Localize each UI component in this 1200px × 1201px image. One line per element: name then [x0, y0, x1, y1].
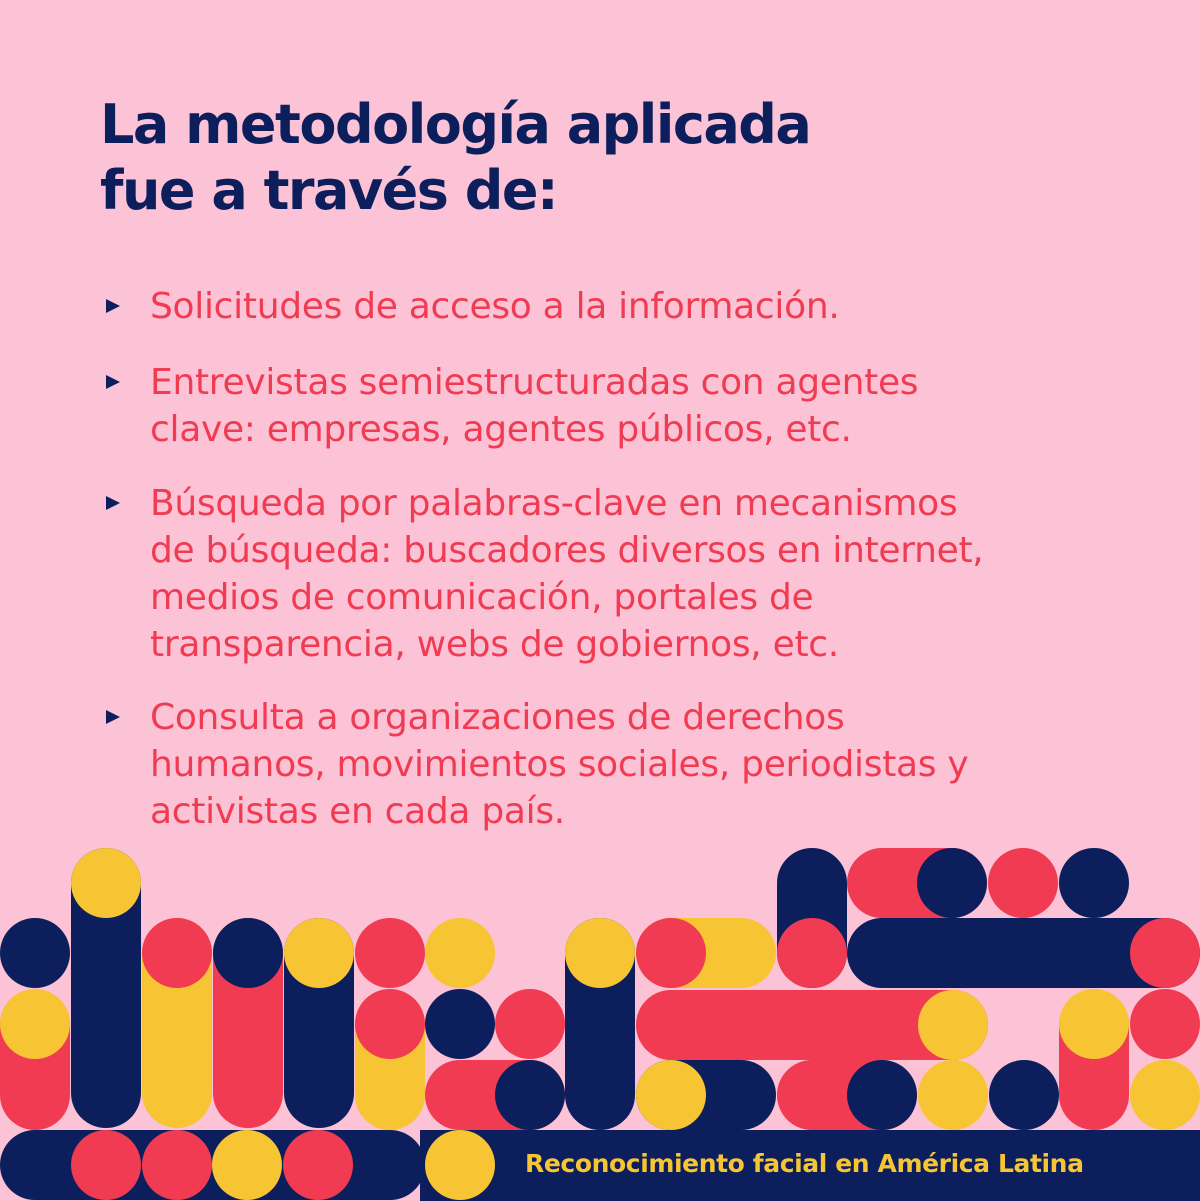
navy-dot: [0, 918, 70, 988]
list-item-line: humanos, movimientos sociales, periodistas y: [150, 744, 969, 785]
list-item-line: transparencia, webs de gobiernos, etc.: [150, 624, 839, 665]
red-dot: [1130, 989, 1200, 1059]
footer-caption: Reconocimiento facial en América Latina: [525, 1149, 1084, 1178]
navy-dot: [213, 918, 283, 988]
navy-dot: [917, 848, 987, 918]
yellow-dot: [212, 1130, 282, 1200]
red-dot: [777, 918, 847, 988]
navy-dot: [847, 1060, 917, 1130]
yellow-dot: [71, 848, 141, 918]
yellow-dot: [918, 990, 988, 1060]
list-item-line: Entrevistas semiestructuradas con agentes: [150, 362, 919, 403]
list-item-line: Consulta a organizaciones de derechos: [150, 697, 845, 738]
yellow-dot: [0, 989, 70, 1059]
yellow-dot: [1059, 989, 1129, 1059]
yellow-dot: [284, 918, 354, 988]
red-dot: [71, 1130, 141, 1200]
yellow-dot: [425, 918, 495, 988]
navy-dot: [425, 989, 495, 1059]
red-dot: [355, 989, 425, 1059]
list-item-line: activistas en cada país.: [150, 791, 565, 832]
title-line-2: fue a través de:: [100, 158, 558, 222]
red-dot: [636, 918, 706, 988]
list-item-line: clave: empresas, agentes públicos, etc.: [150, 409, 852, 450]
list-item-line: medios de comunicación, portales de: [150, 577, 814, 618]
list-item-line: Búsqueda por palabras-clave en mecanismos: [150, 483, 958, 524]
navy-dot: [1059, 848, 1129, 918]
list-item-line: de búsqueda: buscadores diversos en internet,: [150, 530, 984, 571]
yellow-dot: [1130, 1060, 1200, 1130]
yellow-dot: [636, 1060, 706, 1130]
yellow-dot: [918, 1060, 988, 1130]
navy-dot: [495, 1060, 565, 1130]
red-dot: [988, 848, 1058, 918]
yellow-dot: [425, 1130, 495, 1200]
red-dot: [1130, 918, 1200, 988]
title-line-1: La metodología aplicada: [100, 93, 811, 156]
yellow-dot: [565, 918, 635, 988]
red-dot: [495, 989, 565, 1059]
list-item-line: Solicitudes de acceso a la información.: [150, 286, 840, 327]
red-dot: [142, 1130, 212, 1200]
red-dot: [142, 918, 212, 988]
navy-dot: [989, 1060, 1059, 1130]
red-dot: [283, 1130, 353, 1200]
red-dot: [355, 918, 425, 988]
